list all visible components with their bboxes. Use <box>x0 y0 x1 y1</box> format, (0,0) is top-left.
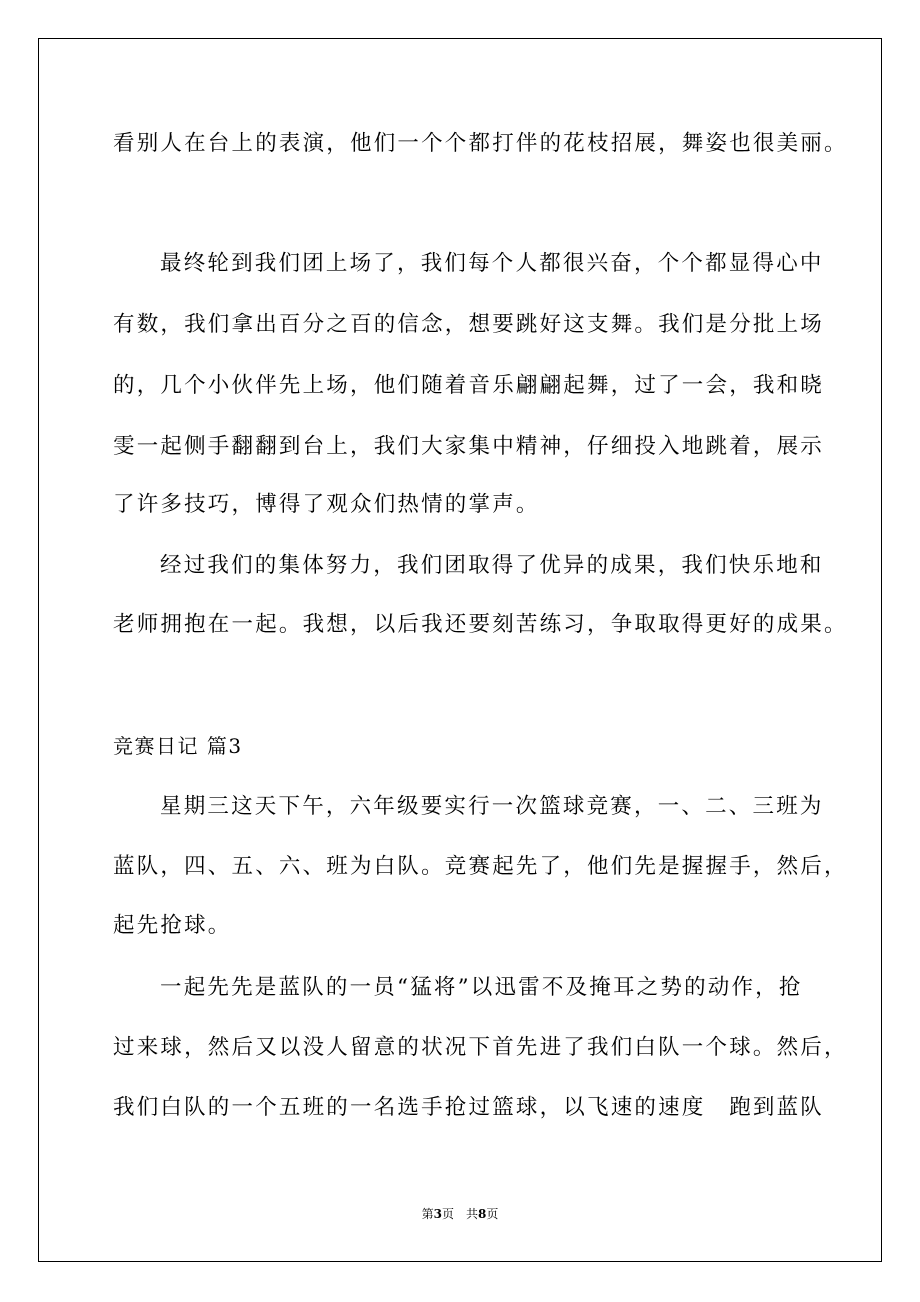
text-line: 有数，我们拿出百分之百的信念，想要跳好这支舞。我们是分批上场 <box>113 312 825 337</box>
text-line: 雯一起侧手翻翻到台上，我们大家集中精神，仔细投入地跳着，展示 <box>113 434 825 459</box>
text-line: 一起先先是蓝队的一员“猛将”以迅雷不及掩耳之势的动作，抢 <box>160 975 803 1000</box>
footer-suffix: 页 <box>486 1207 499 1221</box>
footer-prefix: 第 <box>421 1207 434 1221</box>
text-line: 我们白队的一个五班的一名选手抢过篮球，以飞速的速度 跑到蓝队 <box>113 1095 825 1120</box>
text-line: 星期三这天下午，六年级要实行一次篮球竞赛，一、二、三班为 <box>160 794 824 819</box>
footer-mid: 页 共 <box>441 1207 478 1221</box>
total-pages-number: 8 <box>478 1207 487 1221</box>
text-line: 老师拥抱在一起。我想，以后我还要刻苦练习，争取取得更好的成果。 <box>113 612 848 637</box>
section-heading: 竞赛日记 篇3 <box>113 734 243 758</box>
text-line: 蓝队，四、五、六、班为白队。竞赛起先了，他们先是握握手，然后， <box>113 854 848 879</box>
text-line: 的，几个小伙伴先上场，他们随着音乐翩翩起舞，过了一会，我和晓 <box>113 373 825 398</box>
current-page-number: 3 <box>433 1207 442 1221</box>
text-line: 了许多技巧，博得了观众们热情的掌声。 <box>113 492 540 517</box>
page-border <box>38 38 882 1262</box>
text-line: 起先抢球。 <box>113 913 232 938</box>
text-line: 最终轮到我们团上场了，我们每个人都很兴奋，个个都显得心中 <box>160 251 824 276</box>
text-line: 看别人在台上的表演，他们一个个都打伴的花枝招展，舞姿也很美丽。 <box>113 131 848 156</box>
page-footer <box>0 1208 920 1220</box>
text-line: 过来球，然后又以没人留意的状况下首先进了我们白队一个球。然后， <box>113 1035 848 1060</box>
text-line: 经过我们的集体努力，我们团取得了优异的成果，我们快乐地和 <box>160 553 824 578</box>
